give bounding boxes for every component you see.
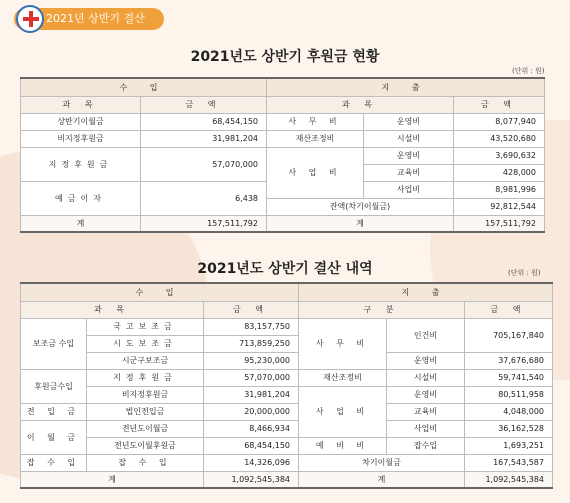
total-label: 계 xyxy=(299,471,465,488)
income-item: 국고보조금 xyxy=(87,318,204,335)
settlement-table xyxy=(20,282,553,489)
unit-label: (단위 : 원) xyxy=(508,269,541,277)
income-amount: 713,859,250 xyxy=(204,335,299,352)
expense-item: 교육비 xyxy=(387,403,465,420)
expense-header: 지 출 xyxy=(299,283,553,301)
expense-item: 시설비 xyxy=(387,369,465,386)
expense-amount: 428,000 xyxy=(454,164,545,181)
expense-group: 재산조정비 xyxy=(299,369,387,386)
income-amount: 31,981,204 xyxy=(204,386,299,403)
income-item: 예금이자 xyxy=(21,181,141,215)
income-header: 수 입 xyxy=(21,283,299,301)
expense-amount: 3,690,632 xyxy=(454,147,545,164)
income-item: 잡 수 입 xyxy=(87,454,204,471)
section-tag: 2021년 상반기 결산 xyxy=(14,8,164,30)
income-amount: 20,000,000 xyxy=(204,403,299,420)
cross-logo-icon xyxy=(16,5,44,33)
expense-group: 예 비 비 xyxy=(299,437,387,454)
income-item: 지정후원금 xyxy=(87,369,204,386)
total-income: 157,511,792 xyxy=(141,215,267,232)
expense-item: 잡수입 xyxy=(387,437,465,454)
income-header: 수 입 xyxy=(21,78,267,96)
expense-group: 사 업 비 xyxy=(299,386,387,437)
expense-amount: 92,812,544 xyxy=(454,198,545,215)
expense-group: 사 업 비 xyxy=(267,147,364,198)
expense-amount: 8,077,940 xyxy=(454,113,545,130)
income-item: 상반기이월금 xyxy=(21,113,141,130)
income-amount: 57,070,000 xyxy=(141,147,267,181)
expense-group: 재산조정비 xyxy=(267,130,364,147)
income-item: 법인전입금 xyxy=(87,403,204,420)
unit-label: (단위 : 원) xyxy=(512,67,545,75)
expense-amount: 705,167,840 xyxy=(465,318,553,352)
col-item: 과 목 xyxy=(21,301,204,318)
expense-amount: 37,676,680 xyxy=(465,352,553,369)
income-item: 전년도이월금 xyxy=(87,420,204,437)
income-group: 후원금수입 xyxy=(21,369,87,403)
income-amount: 83,157,750 xyxy=(204,318,299,335)
total-expense: 157,511,792 xyxy=(454,215,545,232)
income-group: 잡 수 입 xyxy=(21,454,87,471)
expense-group: 사 무 비 xyxy=(267,113,364,130)
col-amount: 금 액 xyxy=(141,96,267,113)
total-label: 계 xyxy=(21,471,204,488)
expense-item: 교육비 xyxy=(364,164,454,181)
expense-item: 운영비 xyxy=(364,113,454,130)
expense-item: 인건비 xyxy=(387,318,465,352)
expense-amount: 167,543,587 xyxy=(465,454,553,471)
section-title: 2021년도 상반기 결산 내역 xyxy=(197,261,373,277)
income-amount: 95,230,000 xyxy=(204,352,299,369)
col-category: 구 분 xyxy=(299,301,465,318)
col-item: 과 목 xyxy=(21,96,141,113)
expense-amount: 43,520,680 xyxy=(454,130,545,147)
total-income: 1,092,545,384 xyxy=(204,471,299,488)
col-amount: 금 액 xyxy=(454,96,545,113)
income-group: 이 월 금 xyxy=(21,420,87,454)
expense-group: 사 무 비 xyxy=(299,318,387,369)
col-amount: 금 액 xyxy=(204,301,299,318)
expense-amount: 80,511,958 xyxy=(465,386,553,403)
expense-amount: 59,741,540 xyxy=(465,369,553,386)
donation-status-table xyxy=(20,77,545,233)
expense-amount: 8,981,996 xyxy=(454,181,545,198)
income-item: 비지정후원금 xyxy=(21,130,141,147)
expense-item: 사업비 xyxy=(364,181,454,198)
total-label: 계 xyxy=(21,215,141,232)
top-bar xyxy=(0,0,570,36)
income-amount: 8,466,934 xyxy=(204,420,299,437)
income-group: 보조금 수입 xyxy=(21,318,87,369)
expense-item: 시설비 xyxy=(364,130,454,147)
income-amount: 14,326,096 xyxy=(204,454,299,471)
income-amount: 57,070,000 xyxy=(204,369,299,386)
expense-item: 사업비 xyxy=(387,420,465,437)
expense-item: 운영비 xyxy=(387,352,465,369)
expense-item: 운영비 xyxy=(387,386,465,403)
expense-amount: 36,162,528 xyxy=(465,420,553,437)
expense-item: 차기이월금 xyxy=(299,454,465,471)
col-amount: 금 액 xyxy=(465,301,553,318)
page-title: 2021년도 상반기 후원금 현황 xyxy=(190,49,380,65)
expense-amount: 1,693,251 xyxy=(465,437,553,454)
income-group: 전 입 금 xyxy=(21,403,87,420)
income-amount: 6,438 xyxy=(141,181,267,215)
expense-header: 지 출 xyxy=(267,78,545,96)
col-item: 과 목 xyxy=(267,96,454,113)
income-item: 시도보조금 xyxy=(87,335,204,352)
expense-item: 잔액(차기이월금) xyxy=(267,198,454,215)
total-label: 계 xyxy=(267,215,454,232)
income-amount: 68,454,150 xyxy=(204,437,299,454)
income-item: 전년도이월후원금 xyxy=(87,437,204,454)
income-amount: 31,981,204 xyxy=(141,130,267,147)
income-item: 비지정후원금 xyxy=(87,386,204,403)
total-expense: 1,092,545,384 xyxy=(465,471,553,488)
expense-item: 운영비 xyxy=(364,147,454,164)
expense-amount: 4,048,000 xyxy=(465,403,553,420)
income-amount: 68,454,150 xyxy=(141,113,267,130)
income-item: 지정후원금 xyxy=(21,147,141,181)
income-item: 시군구보조금 xyxy=(87,352,204,369)
